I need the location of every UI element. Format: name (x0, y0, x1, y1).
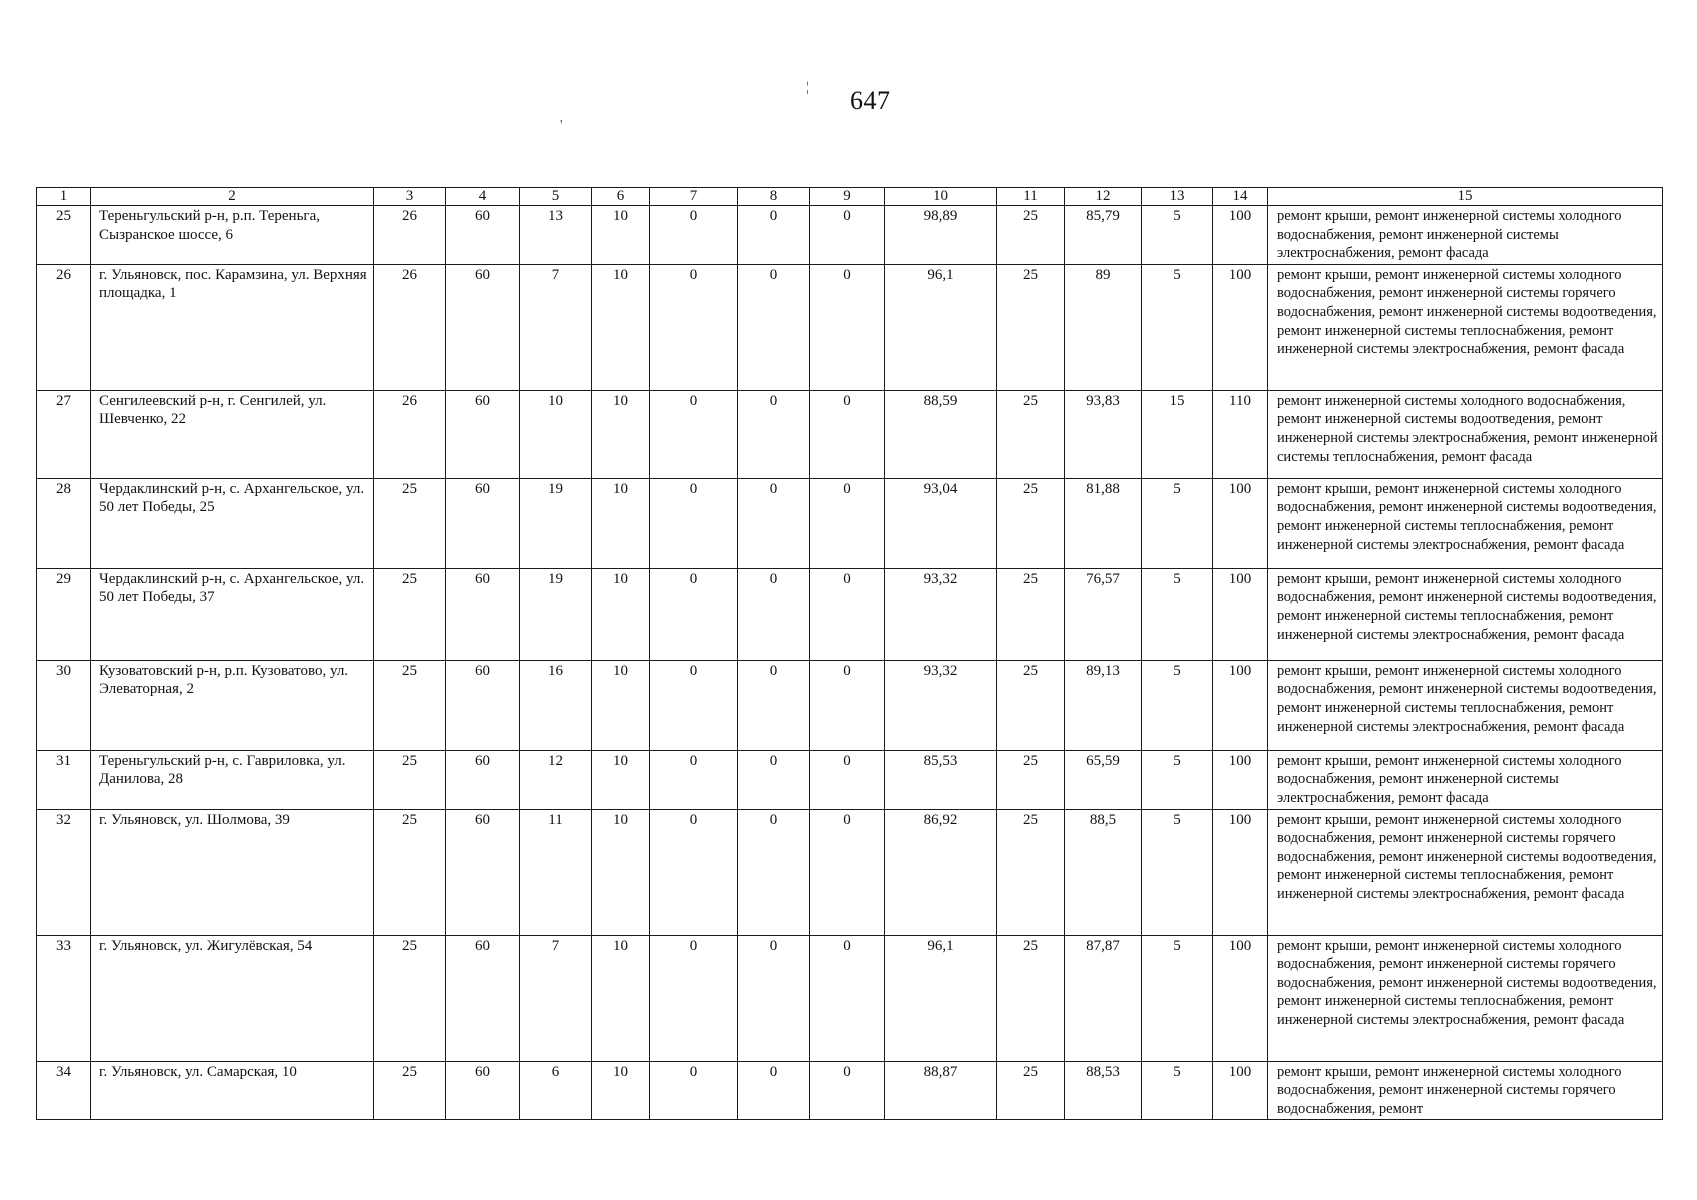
repair-works-cell: ремонт инженерной системы холодного водоснабжения, ремонт инженерной системы водоотведения, ремонт инженерной системы электроснабжения, ремонт инженерной системы теплоснабжения, ремонт фасада (1268, 390, 1663, 478)
address-cell: г. Ульяновск, ул. Жигулёвская, 54 (91, 935, 374, 1061)
value-cell-col-12: 65,59 (1065, 750, 1142, 809)
value-cell-col-14: 100 (1213, 809, 1268, 935)
value-cell-col-6: 10 (592, 1061, 650, 1120)
value-cell-col-7: 0 (650, 478, 738, 568)
repair-works-cell: ремонт крыши, ремонт инженерной системы холодного водоснабжения, ремонт инженерной системы электроснабжения, ремонт фасада (1268, 206, 1663, 265)
row-number-cell: 33 (37, 935, 91, 1061)
value-cell-col-5: 7 (520, 935, 592, 1061)
column-number-14: 14 (1213, 188, 1268, 206)
value-cell-col-14: 100 (1213, 206, 1268, 265)
value-cell-col-4: 60 (446, 206, 520, 265)
column-number-2: 2 (91, 188, 374, 206)
repair-works-cell: ремонт крыши, ремонт инженерной системы холодного водоснабжения, ремонт инженерной системы электроснабжения, ремонт фасада (1268, 750, 1663, 809)
value-cell-col-13: 5 (1142, 264, 1213, 390)
row-number-cell: 28 (37, 478, 91, 568)
value-cell-col-4: 60 (446, 935, 520, 1061)
value-cell-col-7: 0 (650, 809, 738, 935)
value-cell-col-7: 0 (650, 390, 738, 478)
value-cell-col-9: 0 (810, 264, 885, 390)
value-cell-col-4: 60 (446, 750, 520, 809)
value-cell-col-5: 7 (520, 264, 592, 390)
table-row (37, 1061, 1663, 1120)
value-cell-col-11: 25 (997, 660, 1065, 750)
repair-table (36, 187, 1663, 1120)
table-row (37, 206, 1663, 265)
table-row (37, 568, 1663, 660)
value-cell-col-7: 0 (650, 660, 738, 750)
value-cell-col-14: 100 (1213, 1061, 1268, 1120)
value-cell-col-3: 25 (374, 660, 446, 750)
value-cell-col-6: 10 (592, 660, 650, 750)
value-cell-col-10: 88,59 (885, 390, 997, 478)
row-number-cell: 30 (37, 660, 91, 750)
column-number-15: 15 (1268, 188, 1663, 206)
row-number-cell: 26 (37, 264, 91, 390)
value-cell-col-13: 5 (1142, 478, 1213, 568)
value-cell-col-8: 0 (738, 1061, 810, 1120)
value-cell-col-8: 0 (738, 390, 810, 478)
value-cell-col-6: 10 (592, 935, 650, 1061)
value-cell-col-6: 10 (592, 264, 650, 390)
address-cell: г. Ульяновск, ул. Самарская, 10 (91, 1061, 374, 1120)
value-cell-col-13: 15 (1142, 390, 1213, 478)
value-cell-col-9: 0 (810, 809, 885, 935)
table-row (37, 750, 1663, 809)
repair-works-cell: ремонт крыши, ремонт инженерной системы холодного водоснабжения, ремонт инженерной системы водоотведения, ремонт инженерной системы теплоснабжения, ремонт инженерной системы электроснабжения, ремонт фасада (1268, 660, 1663, 750)
scan-speck: ¦ (806, 80, 809, 95)
value-cell-col-13: 5 (1142, 750, 1213, 809)
value-cell-col-4: 60 (446, 264, 520, 390)
value-cell-col-11: 25 (997, 568, 1065, 660)
repair-works-cell: ремонт крыши, ремонт инженерной системы холодного водоснабжения, ремонт инженерной системы водоотведения, ремонт инженерной системы теплоснабжения, ремонт инженерной системы электроснабжения, ремонт фасада (1268, 568, 1663, 660)
value-cell-col-11: 25 (997, 935, 1065, 1061)
repair-table-wrapper (36, 187, 1662, 1120)
table-row (37, 809, 1663, 935)
value-cell-col-7: 0 (650, 264, 738, 390)
value-cell-col-9: 0 (810, 390, 885, 478)
column-number-10: 10 (885, 188, 997, 206)
column-number-4: 4 (446, 188, 520, 206)
column-number-row (37, 188, 1663, 206)
column-number-7: 7 (650, 188, 738, 206)
value-cell-col-13: 5 (1142, 206, 1213, 265)
table-row (37, 478, 1663, 568)
value-cell-col-8: 0 (738, 935, 810, 1061)
value-cell-col-10: 93,04 (885, 478, 997, 568)
value-cell-col-8: 0 (738, 206, 810, 265)
value-cell-col-10: 96,1 (885, 935, 997, 1061)
address-cell: Чердаклинский р-н, с. Архангельское, ул. 50 лет Победы, 25 (91, 478, 374, 568)
value-cell-col-8: 0 (738, 478, 810, 568)
table-row (37, 660, 1663, 750)
column-number-12: 12 (1065, 188, 1142, 206)
value-cell-col-9: 0 (810, 935, 885, 1061)
value-cell-col-14: 100 (1213, 568, 1268, 660)
value-cell-col-4: 60 (446, 660, 520, 750)
value-cell-col-12: 89,13 (1065, 660, 1142, 750)
value-cell-col-12: 88,5 (1065, 809, 1142, 935)
value-cell-col-5: 13 (520, 206, 592, 265)
value-cell-col-8: 0 (738, 809, 810, 935)
value-cell-col-12: 76,57 (1065, 568, 1142, 660)
value-cell-col-8: 0 (738, 660, 810, 750)
value-cell-col-7: 0 (650, 206, 738, 265)
value-cell-col-3: 26 (374, 390, 446, 478)
value-cell-col-12: 93,83 (1065, 390, 1142, 478)
column-number-9: 9 (810, 188, 885, 206)
row-number-cell: 27 (37, 390, 91, 478)
value-cell-col-7: 0 (650, 1061, 738, 1120)
value-cell-col-10: 93,32 (885, 660, 997, 750)
value-cell-col-11: 25 (997, 750, 1065, 809)
value-cell-col-5: 10 (520, 390, 592, 478)
address-cell: г. Ульяновск, ул. Шолмова, 39 (91, 809, 374, 935)
value-cell-col-10: 93,32 (885, 568, 997, 660)
value-cell-col-9: 0 (810, 206, 885, 265)
value-cell-col-3: 25 (374, 750, 446, 809)
value-cell-col-11: 25 (997, 264, 1065, 390)
column-number-1: 1 (37, 188, 91, 206)
value-cell-col-6: 10 (592, 568, 650, 660)
value-cell-col-11: 25 (997, 809, 1065, 935)
value-cell-col-3: 25 (374, 809, 446, 935)
value-cell-col-4: 60 (446, 568, 520, 660)
value-cell-col-3: 25 (374, 568, 446, 660)
row-number-cell: 31 (37, 750, 91, 809)
value-cell-col-14: 100 (1213, 935, 1268, 1061)
repair-works-cell: ремонт крыши, ремонт инженерной системы холодного водоснабжения, ремонт инженерной системы горячего водоснабжения, ремонт (1268, 1061, 1663, 1120)
value-cell-col-12: 87,87 (1065, 935, 1142, 1061)
column-number-11: 11 (997, 188, 1065, 206)
table-row (37, 264, 1663, 390)
value-cell-col-10: 88,87 (885, 1061, 997, 1120)
column-number-5: 5 (520, 188, 592, 206)
value-cell-col-3: 26 (374, 206, 446, 265)
value-cell-col-13: 5 (1142, 660, 1213, 750)
value-cell-col-12: 81,88 (1065, 478, 1142, 568)
value-cell-col-11: 25 (997, 206, 1065, 265)
value-cell-col-14: 100 (1213, 750, 1268, 809)
column-number-8: 8 (738, 188, 810, 206)
value-cell-col-12: 85,79 (1065, 206, 1142, 265)
value-cell-col-14: 100 (1213, 478, 1268, 568)
value-cell-col-6: 10 (592, 478, 650, 568)
value-cell-col-13: 5 (1142, 568, 1213, 660)
value-cell-col-3: 25 (374, 478, 446, 568)
value-cell-col-5: 16 (520, 660, 592, 750)
address-cell: Тереньгульский р-н, с. Гавриловка, ул. Данилова, 28 (91, 750, 374, 809)
value-cell-col-7: 0 (650, 935, 738, 1061)
value-cell-col-7: 0 (650, 568, 738, 660)
address-cell: Сенгилеевский р-н, г. Сенгилей, ул. Шевченко, 22 (91, 390, 374, 478)
scan-speck: ' (560, 118, 563, 133)
value-cell-col-4: 60 (446, 478, 520, 568)
value-cell-col-9: 0 (810, 1061, 885, 1120)
value-cell-col-8: 0 (738, 264, 810, 390)
value-cell-col-4: 60 (446, 1061, 520, 1120)
value-cell-col-3: 25 (374, 1061, 446, 1120)
value-cell-col-6: 10 (592, 809, 650, 935)
value-cell-col-3: 25 (374, 935, 446, 1061)
value-cell-col-5: 12 (520, 750, 592, 809)
value-cell-col-8: 0 (738, 568, 810, 660)
address-cell: Тереньгульский р-н, р.п. Тереньга, Сызранское шоссе, 6 (91, 206, 374, 265)
table-body (37, 206, 1663, 1120)
value-cell-col-6: 10 (592, 206, 650, 265)
value-cell-col-9: 0 (810, 478, 885, 568)
address-cell: Чердаклинский р-н, с. Архангельское, ул. 50 лет Победы, 37 (91, 568, 374, 660)
value-cell-col-5: 11 (520, 809, 592, 935)
value-cell-col-3: 26 (374, 264, 446, 390)
value-cell-col-5: 19 (520, 478, 592, 568)
address-cell: г. Ульяновск, пос. Карамзина, ул. Верхняя площадка, 1 (91, 264, 374, 390)
value-cell-col-11: 25 (997, 1061, 1065, 1120)
row-number-cell: 34 (37, 1061, 91, 1120)
table-row (37, 390, 1663, 478)
value-cell-col-7: 0 (650, 750, 738, 809)
value-cell-col-13: 5 (1142, 935, 1213, 1061)
value-cell-col-12: 88,53 (1065, 1061, 1142, 1120)
repair-works-cell: ремонт крыши, ремонт инженерной системы холодного водоснабжения, ремонт инженерной системы водоотведения, ремонт инженерной системы теплоснабжения, ремонт инженерной системы электроснабжения, ремонт фасада (1268, 478, 1663, 568)
value-cell-col-4: 60 (446, 809, 520, 935)
value-cell-col-11: 25 (997, 478, 1065, 568)
value-cell-col-4: 60 (446, 390, 520, 478)
page-number: 647 (850, 86, 891, 115)
value-cell-col-14: 100 (1213, 264, 1268, 390)
value-cell-col-10: 85,53 (885, 750, 997, 809)
column-number-13: 13 (1142, 188, 1213, 206)
value-cell-col-10: 86,92 (885, 809, 997, 935)
repair-works-cell: ремонт крыши, ремонт инженерной системы холодного водоснабжения, ремонт инженерной системы горячего водоснабжения, ремонт инженерной системы водоотведения, ремонт инженерной системы теплоснабжения, ремонт инженерной системы электроснабжения, ремонт фасада (1268, 809, 1663, 935)
value-cell-col-11: 25 (997, 390, 1065, 478)
row-number-cell: 32 (37, 809, 91, 935)
row-number-cell: 29 (37, 568, 91, 660)
value-cell-col-5: 19 (520, 568, 592, 660)
column-number-6: 6 (592, 188, 650, 206)
value-cell-col-9: 0 (810, 660, 885, 750)
value-cell-col-9: 0 (810, 750, 885, 809)
value-cell-col-6: 10 (592, 750, 650, 809)
value-cell-col-9: 0 (810, 568, 885, 660)
repair-works-cell: ремонт крыши, ремонт инженерной системы холодного водоснабжения, ремонт инженерной системы горячего водоснабжения, ремонт инженерной системы водоотведения, ремонт инженерной системы теплоснабжения, ремонт инженерной системы электроснабжения, ремонт фасада (1268, 264, 1663, 390)
address-cell: Кузоватовский р-н, р.п. Кузоватово, ул. Элеваторная, 2 (91, 660, 374, 750)
value-cell-col-10: 96,1 (885, 264, 997, 390)
value-cell-col-8: 0 (738, 750, 810, 809)
value-cell-col-13: 5 (1142, 1061, 1213, 1120)
column-number-3: 3 (374, 188, 446, 206)
repair-works-cell: ремонт крыши, ремонт инженерной системы холодного водоснабжения, ремонт инженерной системы горячего водоснабжения, ремонт инженерной системы водоотведения, ремонт инженерной системы теплоснабжения, ремонт инженерной системы электроснабжения, ремонт фасада (1268, 935, 1663, 1061)
value-cell-col-13: 5 (1142, 809, 1213, 935)
value-cell-col-5: 6 (520, 1061, 592, 1120)
row-number-cell: 25 (37, 206, 91, 265)
value-cell-col-12: 89 (1065, 264, 1142, 390)
value-cell-col-14: 100 (1213, 660, 1268, 750)
value-cell-col-6: 10 (592, 390, 650, 478)
table-row (37, 935, 1663, 1061)
value-cell-col-14: 110 (1213, 390, 1268, 478)
value-cell-col-10: 98,89 (885, 206, 997, 265)
